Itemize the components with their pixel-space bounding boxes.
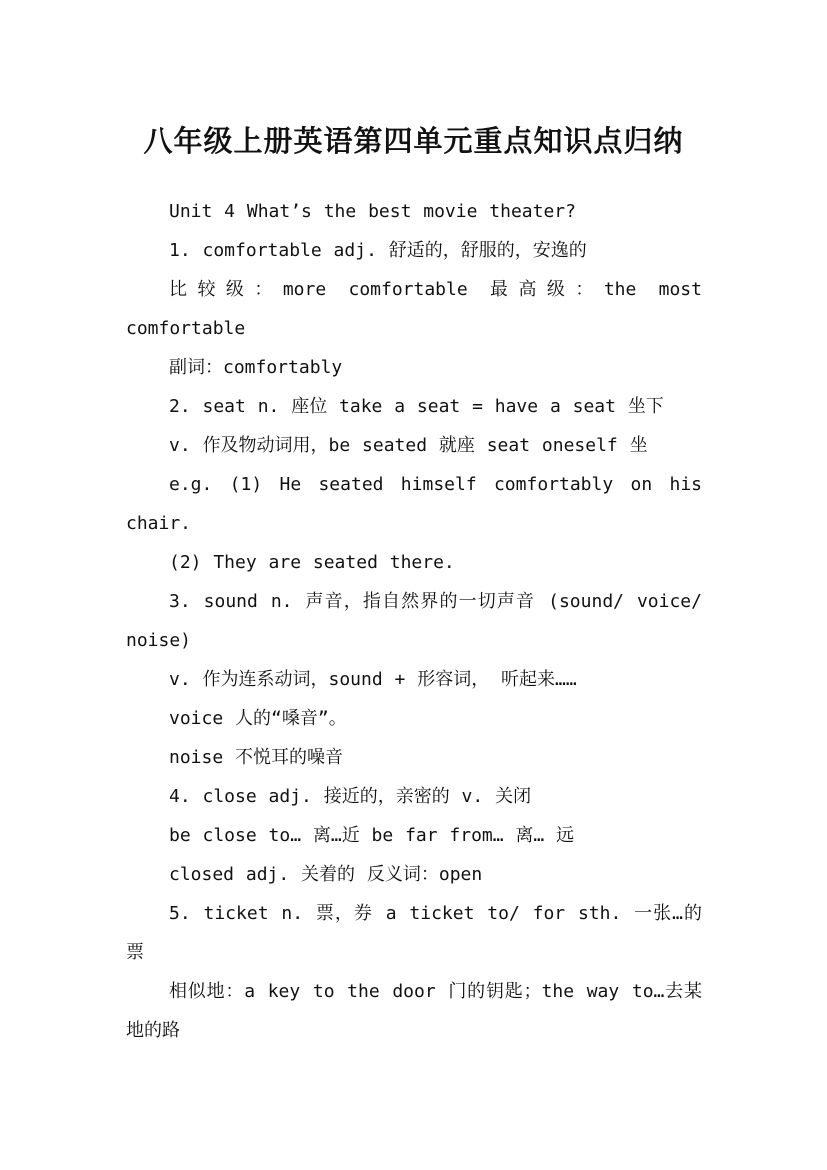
paragraph-ticket: 5. ticket n. 票，券 a ticket to/ for sth. 一张…的票 <box>126 903 702 963</box>
document-body <box>126 192 702 1050</box>
unit-heading: Unit 4 What’s the best movie theater? <box>169 201 576 222</box>
document-title: 八年级上册英语第四单元重点知识点归纳 <box>143 124 684 159</box>
paragraph-closed: closed adj. 关着的 反义词：open <box>169 864 483 885</box>
paragraph-voice: voice 人的“嗓音”。 <box>169 708 347 729</box>
paragraph-seat: 2. seat n. 座位 take a seat = have a seat 坐下 <box>169 396 664 417</box>
paragraph-sound-verb: v. 作为连系动词，sound + 形容词， 听起来…… <box>169 669 577 690</box>
paragraph-close-to: be close to… 离…近 be far from… 离… 远 <box>169 825 575 846</box>
paragraph-seat-verb: v. 作及物动词用，be seated 就座 seat oneself 坐 <box>169 435 648 456</box>
paragraph-comparative: 比较级：more comfortable 最高级：the most comfortable <box>126 279 702 339</box>
paragraph-sound: 3. sound n. 声音，指自然界的一切声音 (sound/ voice/ noise) <box>126 591 702 651</box>
paragraph-example-1: e.g. (1) He seated himself comfortably on his chair. <box>126 474 702 534</box>
paragraph-similar: 相似地：a key to the door 门的钥匙；the way to…去某地的路 <box>126 981 702 1041</box>
paragraph-comfortable: 1. comfortable adj. 舒适的，舒服的，安逸的 <box>169 240 587 261</box>
paragraph-noise: noise 不悦耳的噪音 <box>169 747 344 768</box>
paragraph-close: 4. close adj. 接近的，亲密的 v. 关闭 <box>169 786 532 807</box>
paragraph-example-2: (2) They are seated there. <box>169 552 455 573</box>
paragraph-adverb: 副词：comfortably <box>169 357 343 378</box>
